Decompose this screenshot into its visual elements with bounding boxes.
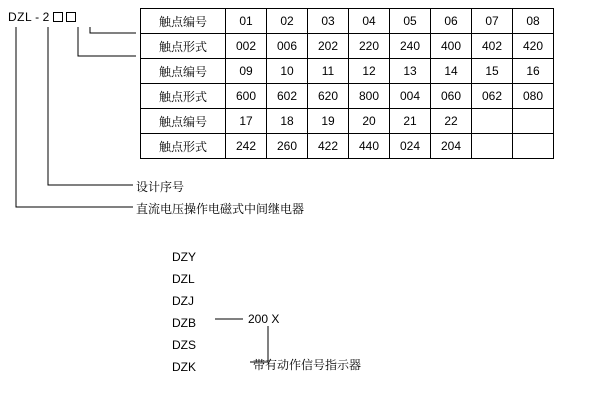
table-cell: 240 — [390, 34, 431, 59]
list-item: DZK — [172, 360, 196, 374]
row-header: 触点编号 — [141, 109, 226, 134]
table-cell: 080 — [513, 84, 554, 109]
table-cell: 220 — [349, 34, 390, 59]
table-row — [141, 109, 554, 134]
table-cell: 006 — [267, 34, 308, 59]
list-item: DZL — [172, 272, 195, 286]
table-cell: 12 — [349, 59, 390, 84]
model-code-prefix: DZL — [8, 10, 33, 24]
contact-table — [140, 8, 554, 159]
table-cell — [472, 109, 513, 134]
table-cell: 260 — [267, 134, 308, 159]
model-code-box-1 — [53, 12, 63, 22]
label-design-number: 设计序号 — [136, 180, 185, 194]
model-code-dash: - — [35, 10, 40, 24]
table-cell: 600 — [226, 84, 267, 109]
table-cell: 17 — [226, 109, 267, 134]
table-cell: 02 — [267, 9, 308, 34]
row-header: 触点编号 — [141, 59, 226, 84]
table-cell: 204 — [431, 134, 472, 159]
table-cell — [472, 134, 513, 159]
table-cell: 060 — [431, 84, 472, 109]
table-row — [141, 59, 554, 84]
table-cell: 062 — [472, 84, 513, 109]
indicator-note: 带有动作信号指示器 — [253, 358, 362, 372]
row-header: 触点形式 — [141, 134, 226, 159]
table-cell: 20 — [349, 109, 390, 134]
list-item: DZB — [172, 316, 196, 330]
table-cell: 002 — [226, 34, 267, 59]
table-cell: 242 — [226, 134, 267, 159]
list-item: DZJ — [172, 294, 194, 308]
table-cell: 14 — [431, 59, 472, 84]
table-row — [141, 9, 554, 34]
table-cell: 10 — [267, 59, 308, 84]
table-cell — [513, 134, 554, 159]
row-header: 触点形式 — [141, 84, 226, 109]
table-cell: 602 — [267, 84, 308, 109]
table-cell: 422 — [308, 134, 349, 159]
table-cell: 620 — [308, 84, 349, 109]
row-header: 触点编号 — [141, 9, 226, 34]
table-cell: 440 — [349, 134, 390, 159]
table-cell: 13 — [390, 59, 431, 84]
series-list — [172, 246, 196, 378]
table-cell: 400 — [431, 34, 472, 59]
table-cell: 202 — [308, 34, 349, 59]
model-code-box-2 — [66, 12, 76, 22]
table-cell: 03 — [308, 9, 349, 34]
table-cell: 18 — [267, 109, 308, 134]
table-cell: 22 — [431, 109, 472, 134]
table-cell: 09 — [226, 59, 267, 84]
contact-table-wrap — [140, 8, 554, 159]
model-code-series: 2 — [42, 10, 50, 24]
list-item: DZS — [172, 338, 196, 352]
table-cell: 024 — [390, 134, 431, 159]
table-cell: 420 — [513, 34, 554, 59]
table-row — [141, 134, 554, 159]
table-cell: 05 — [390, 9, 431, 34]
table-cell: 01 — [226, 9, 267, 34]
table-cell — [513, 109, 554, 134]
table-cell: 06 — [431, 9, 472, 34]
row-header: 触点形式 — [141, 34, 226, 59]
table-cell: 11 — [308, 59, 349, 84]
table-cell: 15 — [472, 59, 513, 84]
table-row — [141, 34, 554, 59]
list-item: DZY — [172, 250, 196, 264]
series-suffix: 200 X — [248, 312, 280, 326]
table-row — [141, 84, 554, 109]
table-cell: 16 — [513, 59, 554, 84]
table-cell: 07 — [472, 9, 513, 34]
table-cell: 800 — [349, 84, 390, 109]
label-relay-description: 直流电压操作电磁式中间继电器 — [136, 202, 305, 216]
table-cell: 004 — [390, 84, 431, 109]
table-cell: 08 — [513, 9, 554, 34]
table-cell: 04 — [349, 9, 390, 34]
table-cell: 402 — [472, 34, 513, 59]
table-cell: 19 — [308, 109, 349, 134]
model-code — [8, 10, 76, 24]
table-cell: 21 — [390, 109, 431, 134]
